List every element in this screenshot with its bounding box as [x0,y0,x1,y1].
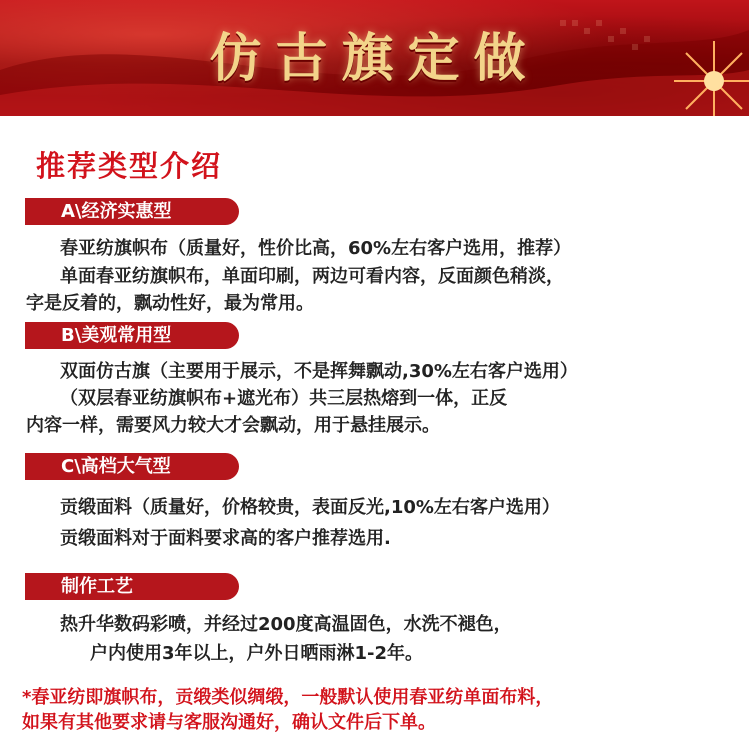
section-craft-line-2: 户内使用3年以上，户外日晒雨淋1-2年。 [90,643,424,664]
header-banner [0,0,749,116]
section-a-line-2: 单面春亚纺旗帜布，单面印刷，两边可看内容，反面颜色稍淡， [60,266,564,287]
section-c-line-2: 贡缎面料对于面料要求高的客户推荐选用. [60,528,391,549]
section-tag-b: B\美观常用型 [25,322,239,349]
section-tag-a: A\经济实惠型 [25,198,239,225]
section-b-line-2: （双层春亚纺旗帜布+遮光布）共三层热熔到一体，正反 [60,388,508,409]
section-craft-line-1: 热升华数码彩喷，并经过200度高温固色，水洗不褪色， [60,614,512,635]
section-a-line-3: 字是反着的，飘动性好，最为常用。 [26,293,314,314]
section-tag-c: C\高档大气型 [25,453,239,480]
banner-title: 仿古旗定做 [209,28,540,89]
note-line-1: *春亚纺即旗帜布，贡缎类似绸缎，一般默认使用春亚纺单面布料， [22,687,554,708]
note-line-2: 如果有其他要求请与客服沟通好，确认文件后下单。 [22,712,436,733]
page-heading: 推荐类型介绍 [36,149,223,183]
section-b-line-3: 内容一样，需要风力较大才会飘动，用于悬挂展示。 [26,415,440,436]
section-a-line-1: 春亚纺旗帜布（质量好，性价比高，60%左右客户选用，推荐） [60,238,572,259]
section-tag-craft: 制作工艺 [25,573,239,600]
section-b-line-1: 双面仿古旗（主要用于展示，不是挥舞飘动,30%左右客户选用） [60,361,578,382]
section-c-line-1: 贡缎面料（质量好，价格较贵，表面反光,10%左右客户选用） [60,497,560,518]
